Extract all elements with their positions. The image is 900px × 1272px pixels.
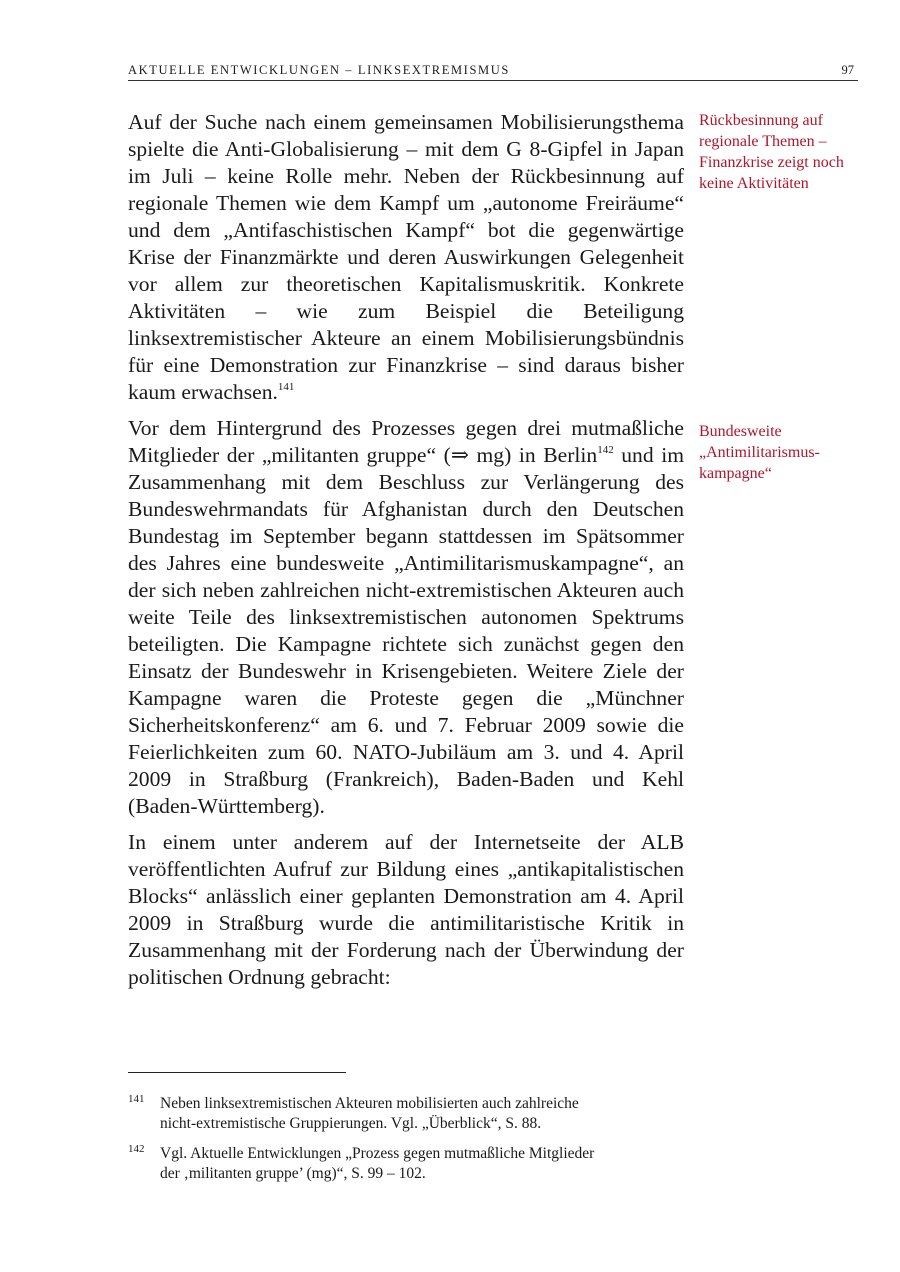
paragraph-2-text-before: Vor dem Hintergrund des Prozesses gegen drei mutmaßliche Mitglieder der „militanten gruppe“ (⇒ mg) in Berlin <box>128 416 684 467</box>
header-title: AKTUELLE ENTWICKLUNGEN – LINKSEXTREMISMUS <box>128 63 510 77</box>
paragraph-2-text-after: und im Zusammenhang mit dem Beschluss zur Verlängerung des Bundeswehrmandats für Afghanistan durch den Deutschen Bundestag im September begann stattdessen im Spätsommer des Jahres eine bundesweite „Antimilitarismuskampagne“, an der sich neben zahlreichen nicht-extremistischen Akteuren auch weite Teile des linksextremistischen autonomen Spektrums beteiligten. Die Kampagne richtete sich zunächst gegen den Einsatz der Bundeswehr in Krisengebieten. Weitere Ziele der Kampagne waren die Proteste gegen die „Münchner Sicherheitskonferenz“ am 6. und 7. Februar 2009 sowie die Feierlichkeiten zum 60. NATO-Jubiläum am 3. und 4. April 2009 in Straßburg (Frankreich), Baden-Baden und Kehl (Baden-Württemberg). <box>128 443 684 818</box>
running-header <box>128 62 858 81</box>
margin-note-antimilitarism: Bundesweite „Antimilitarismus-kampagne“ <box>699 423 820 482</box>
paragraph-1-text: Auf der Suche nach einem gemeinsamen Mobilisierungsthema spielte die Anti-Globalisierung – mit dem G 8-Gipfel in Japan im Juli – keine Rolle mehr. Neben der Rückbesinnung auf regionale Themen wie dem Kampf um „autonome Freiräume“ und dem „Antifaschistischen Kampf“ bot die gegenwärtige Krise der Finanzmärkte und deren Auswirkungen Gelegenheit vor allem zur theoretischen Kapitalismuskritik. Konkrete Aktivitäten – wie zum Beispiel die Beteiligung linksextremistischer Akteure an einem Mobilisierungsbündnis für eine Demonstration zur Finanzkrise – sind daraus bisher kaum erwachsen. <box>128 110 684 404</box>
paragraph-3 <box>128 829 684 991</box>
footnote-line: Vgl. Aktuelle Entwicklungen „Prozess gegen mutmaßliche Mitglieder <box>160 1145 595 1162</box>
footnote-number: 141 <box>128 1093 145 1105</box>
footnote-line: nicht-extremistische Gruppierungen. Vgl. „Überblick“, S. 88. <box>160 1115 542 1132</box>
footnote-number: 142 <box>128 1143 145 1155</box>
paragraph-1 <box>128 109 684 406</box>
main-text <box>128 109 684 1000</box>
footnote-ref-141[interactable]: 141 <box>277 381 295 393</box>
paragraph-3-text: In einem unter anderem auf der Internetseite der ALB veröffentlichten Aufruf zur Bildung eines „antikapitalistischen Blocks“ anlässlich einer geplanten Demonstration am 4. April 2009 in Straßburg wurde die antimilitaristische Kritik in Zusammenhang mit der Forderung nach der Überwindung der politischen Ordnung gebracht: <box>128 830 684 989</box>
footnote-line: Neben linksextremistischen Akteuren mobilisierten auch zahlreiche <box>160 1095 579 1112</box>
page-number: 97 <box>841 63 854 77</box>
footnote-line: der ‚militanten gruppe’ (mg)“, S. 99 – 102. <box>160 1165 426 1182</box>
footnote-141 <box>128 1094 684 1134</box>
paragraph-2 <box>128 415 684 820</box>
footnote-text <box>160 1144 684 1184</box>
footnote-separator <box>128 1072 346 1073</box>
margin-note-regional-themes: Rückbesinnung auf regionale Themen – Finanzkrise zeigt noch keine Aktivitäten <box>699 112 844 192</box>
footnote-text <box>160 1094 684 1134</box>
footnote-ref-142[interactable]: 142 <box>597 444 614 456</box>
footnote-142 <box>128 1144 684 1184</box>
